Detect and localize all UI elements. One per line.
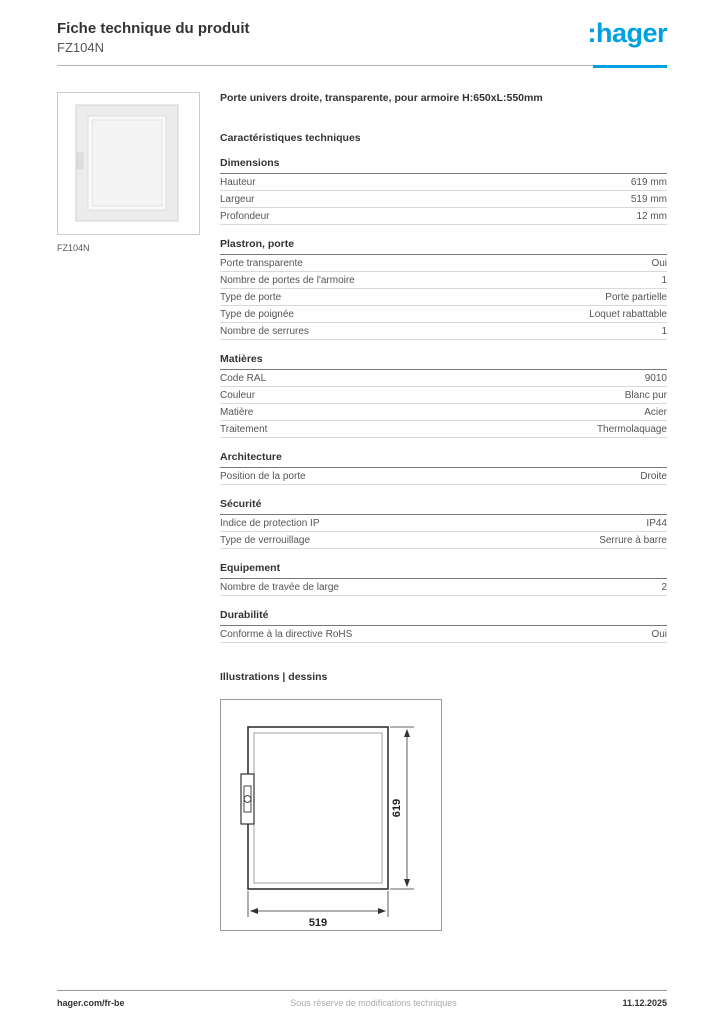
spec-row [220, 174, 667, 191]
latch-handle [241, 774, 254, 824]
spec-value: IP44 [646, 517, 667, 529]
spec-value: Porte partielle [605, 291, 667, 303]
header-divider-accent [593, 65, 667, 68]
spec-section-title: Architecture [220, 451, 667, 468]
spec-value: 12 mm [636, 210, 667, 222]
spec-row [220, 255, 667, 272]
spec-section [220, 562, 667, 596]
product-image [58, 93, 199, 234]
spec-row [220, 370, 667, 387]
spec-section-title: Matières [220, 353, 667, 370]
spec-value: 9010 [644, 372, 667, 384]
spec-row [220, 191, 667, 208]
spec-row [220, 323, 667, 340]
spec-section-title: Plastron, porte [220, 238, 667, 255]
technical-drawing-container [220, 699, 667, 936]
width-dimension-label: 519 [308, 916, 328, 929]
spec-row [220, 532, 667, 549]
height-dimension-label: 619 [391, 798, 403, 817]
spec-label: Hauteur [220, 176, 256, 188]
spec-section [220, 609, 667, 643]
spec-value: Thermolaquage [596, 423, 667, 435]
spec-value: 519 mm [630, 193, 667, 205]
door-outline [248, 727, 388, 889]
page-footer [57, 990, 667, 1008]
spec-row [220, 387, 667, 404]
spec-row [220, 289, 667, 306]
spec-section-title: Equipement [220, 562, 667, 579]
spec-row [220, 404, 667, 421]
spec-label: Largeur [220, 193, 255, 205]
spec-label: Code RAL [220, 372, 267, 384]
spec-value: 2 [661, 581, 667, 593]
header-divider [57, 65, 667, 68]
footer-website: hager.com/fr-be [57, 998, 125, 1008]
specs-heading: Caractéristiques techniques [220, 131, 361, 144]
spec-label: Nombre de portes de l'armoire [220, 274, 355, 286]
footer-date: 11.12.2025 [622, 998, 667, 1008]
spec-section-title: Dimensions [220, 157, 667, 174]
technical-drawing [220, 699, 442, 931]
spec-section [220, 451, 667, 485]
spec-section [220, 498, 667, 549]
spec-label: Couleur [220, 389, 256, 401]
spec-label: Position de la porte [220, 470, 306, 482]
spec-sections [220, 157, 667, 643]
spec-label: Indice de protection IP [220, 517, 320, 529]
spec-label: Type de poignée [220, 308, 294, 320]
spec-value: Droite [640, 470, 667, 482]
hager-logo: :hager [587, 18, 667, 48]
spec-row [220, 306, 667, 323]
spec-row [220, 579, 667, 596]
spec-value: Acier [644, 406, 667, 418]
spec-section [220, 238, 667, 340]
page-title: Fiche technique du produit [57, 20, 250, 37]
specs-column [220, 92, 667, 936]
spec-row [220, 208, 667, 225]
spec-value: Oui [651, 628, 667, 640]
spec-value: 1 [661, 325, 667, 337]
spec-label: Traitement [220, 423, 268, 435]
spec-row [220, 468, 667, 485]
spec-label: Nombre de travée de large [220, 581, 339, 593]
spec-label: Profondeur [220, 210, 270, 222]
spec-section [220, 353, 667, 438]
spec-label: Matière [220, 406, 254, 418]
illustrations-heading: Illustrations | dessins [220, 670, 328, 683]
spec-label: Conforme à la directive RoHS [220, 628, 353, 640]
spec-section [220, 157, 667, 225]
spec-row [220, 515, 667, 532]
spec-label: Nombre de serrures [220, 325, 309, 337]
product-reference: FZ104N [57, 40, 104, 55]
header-divider-gray [57, 65, 667, 66]
spec-value: 1 [661, 274, 667, 286]
product-image-caption: FZ104N [57, 243, 90, 253]
spec-row [220, 421, 667, 438]
spec-row [220, 272, 667, 289]
spec-value: Serrure à barre [599, 534, 667, 546]
product-description: Porte univers droite, transparente, pour armoire H:650xL:550mm [220, 92, 543, 104]
header-titles [57, 20, 250, 55]
spec-label: Porte transparente [220, 257, 303, 269]
spec-label: Type de porte [220, 291, 282, 303]
spec-row [220, 626, 667, 643]
spec-value: Oui [651, 257, 667, 269]
spec-section-title: Sécurité [220, 498, 667, 515]
spec-value: 619 mm [630, 176, 667, 188]
spec-value: Blanc pur [624, 389, 667, 401]
spec-section-title: Durabilité [220, 609, 667, 626]
page-header [57, 20, 667, 65]
main-content [57, 92, 667, 936]
door-handle-detail [77, 153, 83, 169]
product-image-frame [57, 92, 200, 235]
spec-value: Loquet rabattable [589, 308, 667, 320]
spec-label: Type de verrouillage [220, 534, 311, 546]
product-image-column [57, 92, 202, 936]
footer-disclaimer: Sous réserve de modifications techniques [290, 998, 457, 1008]
